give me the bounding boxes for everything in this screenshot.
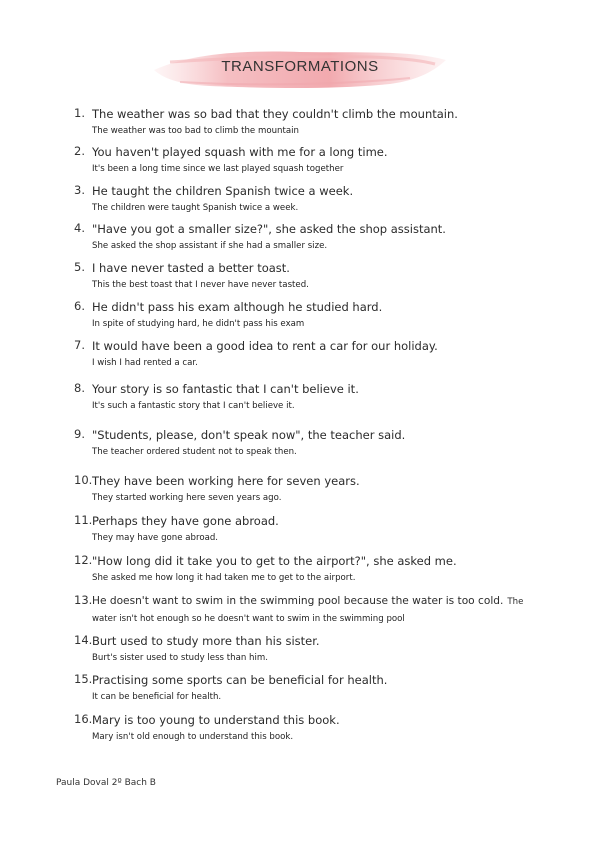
exercise-answer: In spite of studying hard, he didn't pass his exam bbox=[92, 319, 305, 329]
exercise-question bbox=[92, 381, 574, 397]
exercise-number: 5. bbox=[74, 260, 85, 274]
exercise-item bbox=[74, 593, 574, 626]
exercise-item bbox=[74, 183, 574, 215]
exercise-item bbox=[74, 106, 574, 138]
exercise-item bbox=[74, 672, 574, 704]
exercise-question bbox=[92, 633, 574, 649]
question-text: He doesn't want to swim in the swimming pool because the water is too cold. bbox=[92, 595, 504, 607]
question-text: The weather was so bad that they couldn't climb the mountain. bbox=[92, 107, 458, 121]
exercise-number: 13. bbox=[74, 593, 93, 607]
question-text: He taught the children Spanish twice a week. bbox=[92, 184, 354, 198]
question-text: "Have you got a smaller size?", she asked the shop assistant. bbox=[92, 222, 446, 236]
question-text: "How long did it take you to get to the airport?", she asked me. bbox=[92, 554, 457, 568]
author-footer: Paula Doval 2º Bach B bbox=[56, 778, 156, 788]
title-banner bbox=[150, 40, 450, 96]
question-text: You haven't played squash with me for a long time. bbox=[92, 145, 388, 159]
exercise-answer: The teacher ordered student not to speak then. bbox=[92, 447, 297, 457]
exercise-question bbox=[92, 672, 574, 688]
exercise-item bbox=[74, 144, 574, 176]
exercise-answer: It's been a long time since we last played squash together bbox=[92, 164, 344, 174]
exercise-item bbox=[74, 260, 574, 292]
exercise-answer: She asked me how long it had taken me to get to the airport. bbox=[92, 573, 356, 583]
exercise-answer: I wish I had rented a car. bbox=[92, 358, 198, 368]
question-text: Mary is too young to understand this book. bbox=[92, 713, 340, 727]
exercise-number: 9. bbox=[74, 427, 85, 441]
exercise-question bbox=[92, 144, 574, 160]
exercise-question bbox=[92, 427, 574, 443]
exercise-number: 14. bbox=[74, 633, 93, 647]
exercise-item bbox=[74, 633, 574, 665]
exercise-item bbox=[74, 473, 574, 505]
exercise-question bbox=[92, 712, 574, 728]
exercise-number: 3. bbox=[74, 183, 85, 197]
exercise-question bbox=[92, 106, 574, 122]
exercise-answer: It can be beneficial for health. bbox=[92, 692, 222, 702]
question-text: Burt used to study more than his sister. bbox=[92, 634, 320, 648]
question-text: It would have been a good idea to rent a car for our holiday. bbox=[92, 339, 438, 353]
exercise-answer: The children were taught Spanish twice a week. bbox=[92, 203, 299, 213]
question-text: Practising some sports can be beneficial for health. bbox=[92, 673, 388, 687]
exercise-answer: water isn't hot enough so he doesn't want to swim in the swimming pool bbox=[92, 614, 405, 624]
exercise-number: 10. bbox=[74, 473, 93, 487]
exercise-item bbox=[74, 553, 574, 585]
exercise-answer: It's such a fantastic story that I can't believe it. bbox=[92, 401, 295, 411]
exercise-answer: She asked the shop assistant if she had a smaller size. bbox=[92, 241, 328, 251]
exercise-answer: This the best toast that I never have never tasted. bbox=[92, 280, 309, 290]
exercise-number: 15. bbox=[74, 672, 93, 686]
exercise-number: 16. bbox=[74, 712, 93, 726]
exercise-item bbox=[74, 712, 574, 744]
exercise-question bbox=[92, 553, 574, 569]
page-title: TRANSFORMATIONS bbox=[221, 58, 379, 75]
question-text: "Students, please, don't speak now", the teacher said. bbox=[92, 428, 406, 442]
exercise-answer: Burt's sister used to study less than him. bbox=[92, 653, 268, 663]
exercise-number: 2. bbox=[74, 144, 85, 158]
exercise-question bbox=[92, 513, 574, 529]
exercise-answer: The weather was too bad to climb the mountain bbox=[92, 126, 299, 136]
exercise-answer: They may have gone abroad. bbox=[92, 533, 219, 543]
exercise-number: 12. bbox=[74, 553, 93, 567]
exercise-question bbox=[92, 221, 574, 237]
exercise-question bbox=[92, 260, 574, 276]
exercise-item bbox=[74, 221, 574, 253]
answer-start-text: The bbox=[507, 597, 524, 607]
exercise-number: 11. bbox=[74, 513, 93, 527]
question-text: He didn't pass his exam although he studied hard. bbox=[92, 300, 383, 314]
exercise-item bbox=[74, 513, 574, 545]
exercise-number: 4. bbox=[74, 221, 85, 235]
exercise-number: 1. bbox=[74, 106, 85, 120]
exercise-number: 7. bbox=[74, 338, 85, 352]
exercise-question bbox=[92, 473, 574, 489]
question-text: I have never tasted a better toast. bbox=[92, 261, 290, 275]
exercise-item bbox=[74, 338, 574, 370]
exercise-item bbox=[74, 299, 574, 331]
exercise-question bbox=[92, 338, 574, 354]
exercise-answer: Mary isn't old enough to understand this book. bbox=[92, 732, 294, 742]
exercise-item bbox=[74, 381, 574, 413]
question-text: Perhaps they have gone abroad. bbox=[92, 514, 279, 528]
question-text: They have been working here for seven years. bbox=[92, 474, 360, 488]
exercise-question bbox=[92, 183, 574, 199]
exercise-number: 6. bbox=[74, 299, 85, 313]
exercise-item bbox=[74, 427, 574, 459]
exercise-number: 8. bbox=[74, 381, 85, 395]
exercise-answer: They started working here seven years ago. bbox=[92, 493, 282, 503]
question-text: Your story is so fantastic that I can't believe it. bbox=[92, 382, 359, 396]
exercise-question bbox=[92, 299, 574, 315]
exercise-question bbox=[92, 593, 574, 610]
